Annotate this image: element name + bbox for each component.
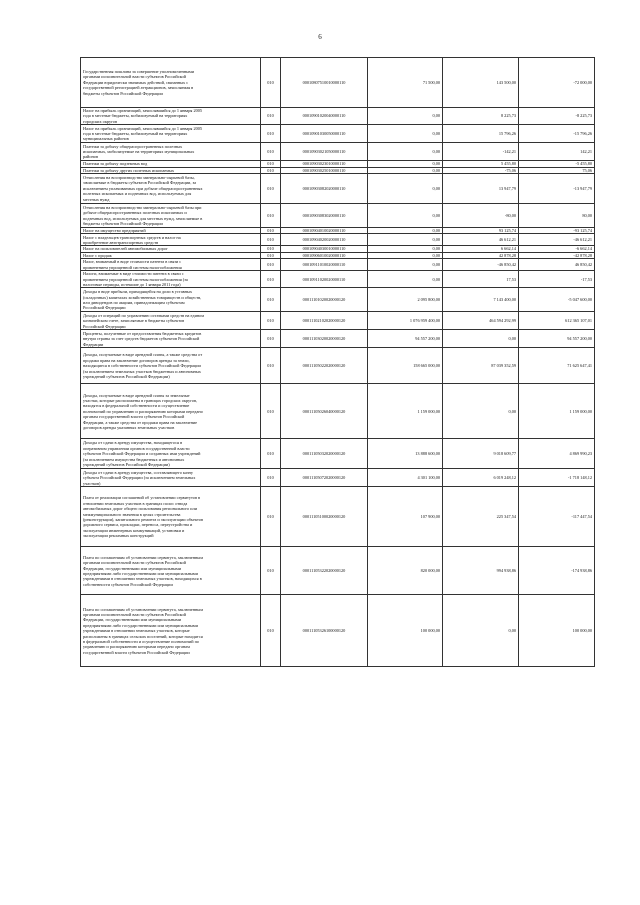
row-line-code: 010 [261,469,281,487]
row-budget-code: 00011101020020000120 [281,288,368,312]
row-plan-amount: 0,00 [368,234,443,246]
row-executed-amount: 6 662,14 [443,246,519,252]
row-line-code: 010 [261,228,281,234]
row-unexecuted-amount: 71 625 647,41 [519,348,595,384]
row-unexecuted-amount: -17,53 [519,271,595,288]
row-unexecuted-amount: 4 869 990,23 [519,439,595,469]
row-budget-code: 00010904030010000110 [281,246,368,252]
row-executed-amount: 13 947,79 [443,174,519,204]
row-unexecuted-amount: -15 796,26 [519,125,595,143]
table-row [81,58,595,108]
row-line-code: 010 [261,259,281,271]
row-budget-code: 00010911020020000110 [281,271,368,288]
table-row [81,348,595,384]
table-row [81,487,595,547]
row-plan-amount: 0,00 [368,174,443,204]
table-row [81,204,595,228]
row-name: Платежи за добычу других полезных ископаемых [81,167,261,173]
row-budget-code: 00010906010020000110 [281,252,368,258]
row-unexecuted-amount: -42 878,28 [519,252,595,258]
row-plan-amount: 2 095 800,00 [368,288,443,312]
row-budget-code: 00011105022020000120 [281,348,368,384]
row-executed-amount: 0,00 [443,595,519,667]
row-executed-amount: 5 455,80 [443,161,519,167]
row-name: Доходы в виде прибыли, приходящейся на доли в уставных (складочных) капиталах хозяйственных товариществ и обществ, или дивидендов по акциям, принадлежащим субъектам Российской Федерации [81,288,261,312]
table-body [81,58,595,667]
row-plan-amount: 0,00 [368,204,443,228]
table-row [81,259,595,271]
row-budget-code: 00010903083020000110 [281,204,368,228]
row-executed-amount: 7 143 400,00 [443,288,519,312]
row-unexecuted-amount: -6 662,14 [519,246,595,252]
row-line-code: 010 [261,234,281,246]
row-line-code: 010 [261,143,281,161]
row-plan-amount: 0,00 [368,167,443,173]
row-budget-code: 00010903025010000110 [281,167,368,173]
row-line-code: 010 [261,174,281,204]
row-executed-amount: 87 039 352,59 [443,348,519,384]
row-budget-code: 00010904020020000110 [281,234,368,246]
row-line-code: 010 [261,58,281,108]
row-budget-code: 00010903021050000110 [281,143,368,161]
row-line-code: 010 [261,271,281,288]
row-budget-code: 00010911010020000110 [281,259,368,271]
row-budget-code: 00010904010020000110 [281,228,368,234]
row-name: Налог с владельцев транспортных средств и налог на приобретение автотранспортных средств [81,234,261,246]
row-plan-amount: 94 557 200,00 [368,330,443,348]
row-name: Налог на прибыль организаций, зачислявшийся до 1 января 2005 года в местные бюджеты, мобилизуемый на территориях муниципальных районов [81,125,261,143]
table-row [81,330,595,348]
row-executed-amount: 8 225,73 [443,108,519,125]
row-unexecuted-amount: 94 557 200,00 [519,330,595,348]
row-executed-amount: 6 019 248,12 [443,469,519,487]
table-row [81,174,595,204]
row-unexecuted-amount: 80,00 [519,204,595,228]
row-plan-amount: 0,00 [368,143,443,161]
row-name: Налоги, взимаемые в виде стоимости патента в связи с применением упрощенной системы налогообложения (за налоговые периоды, истекшие до 1 января 2011 года) [81,271,261,288]
row-line-code: 010 [261,125,281,143]
row-executed-amount: 464 594 292,99 [443,312,519,330]
table-row [81,143,595,161]
row-line-code: 010 [261,108,281,125]
row-unexecuted-amount: 100 000,00 [519,595,595,667]
row-line-code: 010 [261,384,281,439]
row-executed-amount: 17,53 [443,271,519,288]
row-executed-amount: 0,00 [443,384,519,439]
row-line-code: 010 [261,246,281,252]
row-plan-amount: 4 301 100,00 [368,469,443,487]
table-row [81,312,595,330]
row-unexecuted-amount: -5 455,80 [519,161,595,167]
table-row [81,108,595,125]
row-budget-code: 00010807510010000110 [281,58,368,108]
table-row [81,271,595,288]
row-name: Платежи за добычу общераспространенных полезных ископаемых, мобилизуемые на территориях муниципальных районов [81,143,261,161]
row-name: Государственная пошлина за совершение уполномоченными органами исполнительной власти субъектов Российской Федерации юридически значимых действий, связанных с государственной регистрацией аттракционов, зачисляемая в бюджеты субъектов Российской Федерации [81,58,261,108]
row-budget-code: 00010901030050000110 [281,125,368,143]
row-executed-amount: 46 612,21 [443,234,519,246]
row-plan-amount: 0,00 [368,125,443,143]
row-line-code: 010 [261,161,281,167]
table-row [81,288,595,312]
row-executed-amount: 994 938,86 [443,547,519,595]
row-name: Налог на имущество предприятий [81,228,261,234]
row-budget-code: 00011105100020000120 [281,487,368,547]
row-name: Доходы, получаемые в виде арендной платы за земельные участки, которые расположены в границах городских округов, находятся в федеральной собственности и осуществление полномочий по управлению и распоряжению которыми передано органам государственной власти субъектов Российской Федерации, а также средства от продажи права на заключение договоров аренды указанных земельных участков [81,384,261,439]
row-plan-amount: 71 500,00 [368,58,443,108]
row-plan-amount: 0,00 [368,161,443,167]
row-name: Доходы от сдачи в аренду имущества, находящегося в оперативном управлении органов государственной власти субъектов Российской Федерации и созданных ими учреждений (за исключением имущества бюджетных и автономных учреждений субъектов Российской Федерации) [81,439,261,469]
page-number: 6 [318,33,322,41]
row-name: Доходы от операций по управлению остатками средств на едином казначейском счете, зачисляемые в бюджеты субъектов Российской Федерации [81,312,261,330]
row-plan-amount: 13 888 600,00 [368,439,443,469]
row-executed-amount: -80,00 [443,204,519,228]
row-unexecuted-amount: 1 159 000,00 [519,384,595,439]
row-budget-code: 00011105072020000120 [281,469,368,487]
row-executed-amount: 42 878,28 [443,252,519,258]
row-line-code: 010 [261,348,281,384]
table-row [81,469,595,487]
row-executed-amount: 143 500,00 [443,58,519,108]
row-unexecuted-amount: -93 125,74 [519,228,595,234]
row-line-code: 010 [261,487,281,547]
row-unexecuted-amount: -46 612,21 [519,234,595,246]
row-unexecuted-amount: -72 000,00 [519,58,595,108]
row-executed-amount: -142,21 [443,143,519,161]
row-executed-amount: 15 796,26 [443,125,519,143]
row-plan-amount: 0,00 [368,228,443,234]
row-budget-code: 00011103020020000120 [281,330,368,348]
row-line-code: 010 [261,439,281,469]
row-name: Плата по соглашениям об установлении сервитута, заключенным органами исполнительной власти субъектов Российской Федерации, государственными или муниципальными предприятиями либо государственными или муниципальными учреждениями в отношении земельных участков, которые расположены в границах сельских поселений, которые находятся в федеральной собственности и осуществление полномочий по управлению и распоряжению которыми передано органам государственной власти субъектов Российской Федерации [81,595,261,667]
row-name: Проценты, полученные от предоставления бюджетных кредитов внутри страны за счет средств бюджетов субъектов Российской Федерации [81,330,261,348]
row-executed-amount: -75,06 [443,167,519,173]
row-line-code: 010 [261,595,281,667]
row-unexecuted-amount: -13 947,79 [519,174,595,204]
row-unexecuted-amount: -5 047 600,00 [519,288,595,312]
row-unexecuted-amount: 46 850,42 [519,259,595,271]
row-plan-amount: 158 665 000,00 [368,348,443,384]
row-budget-code: 00010903023010000110 [281,161,368,167]
row-line-code: 010 [261,204,281,228]
row-executed-amount: 93 125,74 [443,228,519,234]
row-unexecuted-amount: -8 225,73 [519,108,595,125]
row-executed-amount: -46 850,42 [443,259,519,271]
row-plan-amount: 1 159 000,00 [368,384,443,439]
row-name: Доходы, получаемые в виде арендной платы, а также средства от продажи права на заключение договоров аренды за земли, находящиеся в собственности субъектов Российской Федерации (за исключением земельных участков бюджетных и автономных учреждений субъектов Российской Федерации) [81,348,261,384]
row-executed-amount: 0,00 [443,330,519,348]
row-unexecuted-amount: 142,21 [519,143,595,161]
row-line-code: 010 [261,288,281,312]
row-line-code: 010 [261,547,281,595]
row-line-code: 010 [261,312,281,330]
row-name: Плата по соглашениям об установлении сервитута, заключенным органами исполнительной власти субъектов Российской Федерации, государственными или муниципальными предприятиями либо государственными или муниципальными учреждениями в отношении земельных участков, находящихся в собственности субъектов Российской Федерации [81,547,261,595]
row-unexecuted-amount: -117 447,54 [519,487,595,547]
row-budget-code: 00011105326100000120 [281,595,368,667]
row-plan-amount: 0,00 [368,252,443,258]
row-budget-code: 00010901020040000110 [281,108,368,125]
row-budget-code: 00011105322020000120 [281,547,368,595]
row-unexecuted-amount: -1 718 148,12 [519,469,595,487]
row-name: Налог с продаж [81,252,261,258]
table-row [81,384,595,439]
row-budget-code: 00011105032020000120 [281,439,368,469]
row-line-code: 010 [261,252,281,258]
row-plan-amount: 0,00 [368,246,443,252]
income-report-table [80,57,595,667]
row-plan-amount: 0,00 [368,271,443,288]
table-row [81,234,595,246]
row-budget-code: 00011105026040000120 [281,384,368,439]
row-executed-amount: 225 347,54 [443,487,519,547]
row-unexecuted-amount: 612 365 107,01 [519,312,595,330]
row-line-code: 010 [261,330,281,348]
row-name: Налог, взимаемый в виде стоимости патента в связи с применением упрощенной системы налогообложения [81,259,261,271]
row-budget-code: 00011102102020000120 [281,312,368,330]
row-plan-amount: 100 000,00 [368,595,443,667]
row-name: Платежи за добычу подземных вод [81,161,261,167]
row-budget-code: 00010903082020000110 [281,174,368,204]
table-row [81,439,595,469]
row-line-code: 010 [261,167,281,173]
row-plan-amount: 820 000,00 [368,547,443,595]
row-name: Отчисления на воспроизводство минерально-сырьевой базы, зачисляемые в бюджеты субъектов Российской Федерации, за исключением уплачиваемых при добыче общераспространенных полезных ископаемых и подземных вод, используемых для местных нужд [81,174,261,204]
table-row [81,547,595,595]
row-plan-amount: 1 076 959 400,00 [368,312,443,330]
row-plan-amount: 0,00 [368,108,443,125]
row-plan-amount: 107 900,00 [368,487,443,547]
row-name: Отчисления на воспроизводство минерально-сырьевой базы при добыче общераспространенных полезных ископаемых и подземных вод, используемых для местных нужд, зачисляемые в бюджеты субъектов Российской Федерации [81,204,261,228]
row-name: Плата от реализации соглашений об установлении сервитутов в отношении земельных участков в границах полос отвода автомобильных дорог общего пользования регионального или межмуниципального значения в целях строительства (реконструкции), капитального ремонта и эксплуатации объектов дорожного сервиса, прокладки, переноса, переустройства и эксплуатации инженерных коммуникаций, установки и эксплуатации рекламных конструкций [81,487,261,547]
row-name: Налог на пользователей автомобильных дорог [81,246,261,252]
row-name: Доходы от сдачи в аренду имущества, составляющего казну субъекта Российской Федерации (за исключением земельных участков) [81,469,261,487]
table-row [81,125,595,143]
row-executed-amount: 9 018 609,77 [443,439,519,469]
row-name: Налог на прибыль организаций, зачислявшийся до 1 января 2005 года в местные бюджеты, мобилизуемый на территориях городских округов [81,108,261,125]
table-row [81,595,595,667]
row-plan-amount: 0,00 [368,259,443,271]
row-unexecuted-amount: -174 938,86 [519,547,595,595]
row-unexecuted-amount: 75,06 [519,167,595,173]
